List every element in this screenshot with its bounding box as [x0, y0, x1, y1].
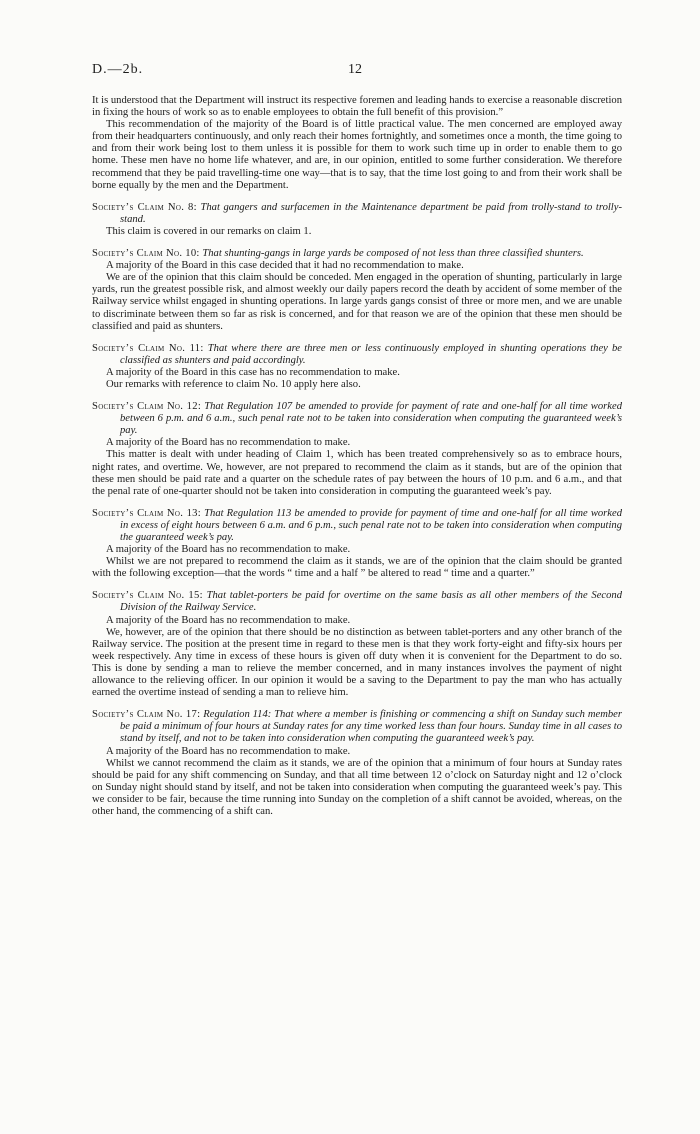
claim-paragraph: We are of the opinion that this claim should be conceded. Men engaged in the operation of shunting, particularly in large yards, run the greatest possible risk, and almost weekly our daily papers record the death by accident of some member of the Railway service whilst engaged in shunting operations. In large yards gangs consist of three or more men, and we are unable to discriminate between them so far as risk is concerned, and for that reason we are of the opinion that these men should be classified and paid as shunters. [92, 272, 622, 332]
document-reference: D.—2b. [92, 62, 144, 77]
intro-paragraph-continued: It is understood that the Department will instruct its respective foremen and leading hands to exercise a reasonable discretion in fixing the hours of work so as to enable employees to obtain the full benefit of this provision.” [92, 95, 622, 119]
claim-label: Society’s Claim No. 15: [92, 590, 203, 602]
claim-label: Society’s Claim No. 13: [92, 507, 202, 519]
claim-label: Society’s Claim No. 11: [92, 342, 204, 354]
page-number: 12 [348, 62, 362, 77]
claim-paragraph: Whilst we cannot recommend the claim as it stands, we are of the opinion that a minimum of four hours at Sunday rates should be paid for any shift commencing on Sunday, and that all time between 12 o’clock on Saturday night and 12 o’clock on Sunday night should stand by itself, and not be taken into consideration when computing the guaranteed week’s pay. This we consider to be fair, because the time running into Sunday on the completion of a shift cannot be avoided, whereas, on the other hand, the commencing of a shift can. [92, 757, 622, 817]
claim-heading [92, 508, 622, 544]
intro-paragraph: This recommendation of the majority of the Board is of little practical value. The men concerned are employed away from their headquarters continuously, and only reach their homes fortnightly, and sometimes once a month, the time going to and from their work being lost to them unless it is possible for them to work such time up in order to enable them to go home. These men have no home life whatever, and are, in our opinion, entitled to some further consideration. We therefore recommend that they be paid travelling-time one way—that is to say, that the time lost going to and from their work shall be borne equally by the men and the Department. [92, 119, 622, 191]
claim-heading [92, 709, 622, 745]
claim-paragraph: This matter is dealt with under heading of Claim 1, which has been treated comprehensively so as to embrace hours, night rates, and overtime. We, however, are not prepared to recommend the claim as it stands, but are of the opinion that these men should be paid rate and a quarter on the schedule rates of pay between the hours of 10 p.m. and 6 a.m., and that the penal rate of one-quarter should not be taken into consideration in computing the guaranteed week’s pay. [92, 449, 622, 497]
claim-section-17 [92, 709, 622, 818]
claim-section-15 [92, 590, 622, 699]
claim-text: That Regulation 107 be amended to provide for payment of rate and one-half for all time worked between 6 p.m. and 6 a.m., such penal rate not to be taken into consideration when computing the guaranteed week’s pay. [120, 401, 622, 437]
claim-heading [92, 590, 622, 614]
claim-label: Society’s Claim No. 17: [92, 709, 201, 721]
claim-paragraph: We, however, are of the opinion that there should be no distinction as between tablet-porters and any other branch of the Railway service. The position at the present time in regard to these men is that they work forty-eight and fifty-six hours per week respectively. Any time in excess of these hours is given off duty when it is convenient for the Department to do so. This is done by sending a man to relieve the member concerned, and in many instances involves the payment of night allowance to the relieving officer. In our opinion it would be a saving to the Department to pay the man who has actually earned the overtime instead of sending a man to relieve him. [92, 626, 622, 699]
claim-text: That tablet-porters be paid for overtime on the same basis as all other members of the Second Division of the Railway Service. [120, 590, 622, 614]
claim-paragraph: A majority of the Board has no recommendation to make. [106, 437, 351, 449]
claim-text: That shunting-gangs in large yards be composed of not less than three classified shunters. [202, 248, 584, 260]
claim-paragraph: This claim is covered in our remarks on claim 1. [106, 225, 312, 237]
claim-text: That Regulation 113 be amended to provide for payment of time and one-half for all time worked in excess of eight hours between 6 a.m. and 6 p.m., such penal rate not to be taken into consideration when computing the guaranteed week’s pay. [120, 507, 623, 543]
claim-paragraph: A majority of the Board in this case has no recommendation to make. [106, 366, 400, 378]
document-body [92, 95, 622, 818]
claim-section-13 [92, 508, 622, 581]
page-header [92, 62, 622, 82]
claim-heading [92, 401, 622, 437]
claim-paragraph: Whilst we are not prepared to recommend the claim as it stands, we are of the opinion that the claim should be granted with the following exception—that the words “ time and a half ” be altered to read “ time and a quarter.” [92, 556, 622, 580]
claim-heading [92, 343, 622, 367]
claim-paragraph: A majority of the Board in this case decided that it had no recommendation to make. [106, 260, 464, 272]
claim-text: That where there are three men or less continuously employed in shunting operations they be classified as shunters and paid accordingly. [120, 342, 622, 366]
claim-paragraph: Our remarks with reference to claim No. 10 apply here also. [106, 378, 361, 390]
claim-text: Regulation 114: That where a member is finishing or commencing a shift on Sunday such member be paid a minimum of four hours at Sunday rates for any time worked less than four hours. Sunday time in all cases to stand by itself, and not to be taken into consideration when computing the guaranteed week’s pay. [120, 709, 622, 745]
claim-section-10 [92, 248, 622, 333]
claim-section-12 [92, 401, 622, 498]
claim-paragraph: A majority of the Board has no recommendation to make. [106, 614, 351, 626]
claim-heading [92, 202, 622, 226]
claim-label: Society’s Claim No. 10: [92, 248, 200, 260]
claim-paragraph: A majority of the Board has no recommendation to make. [106, 745, 351, 757]
claim-paragraph: A majority of the Board has no recommendation to make. [106, 544, 351, 556]
claim-text: That gangers and surfacemen in the Maintenance department be paid from trolly-stand to trolly-stand. [120, 201, 622, 225]
claim-heading [92, 248, 622, 260]
claim-section-11 [92, 343, 622, 391]
claim-label: Society’s Claim No. 8: [92, 201, 197, 213]
claim-label: Society’s Claim No. 12: [92, 401, 202, 413]
claim-section-8 [92, 202, 622, 238]
